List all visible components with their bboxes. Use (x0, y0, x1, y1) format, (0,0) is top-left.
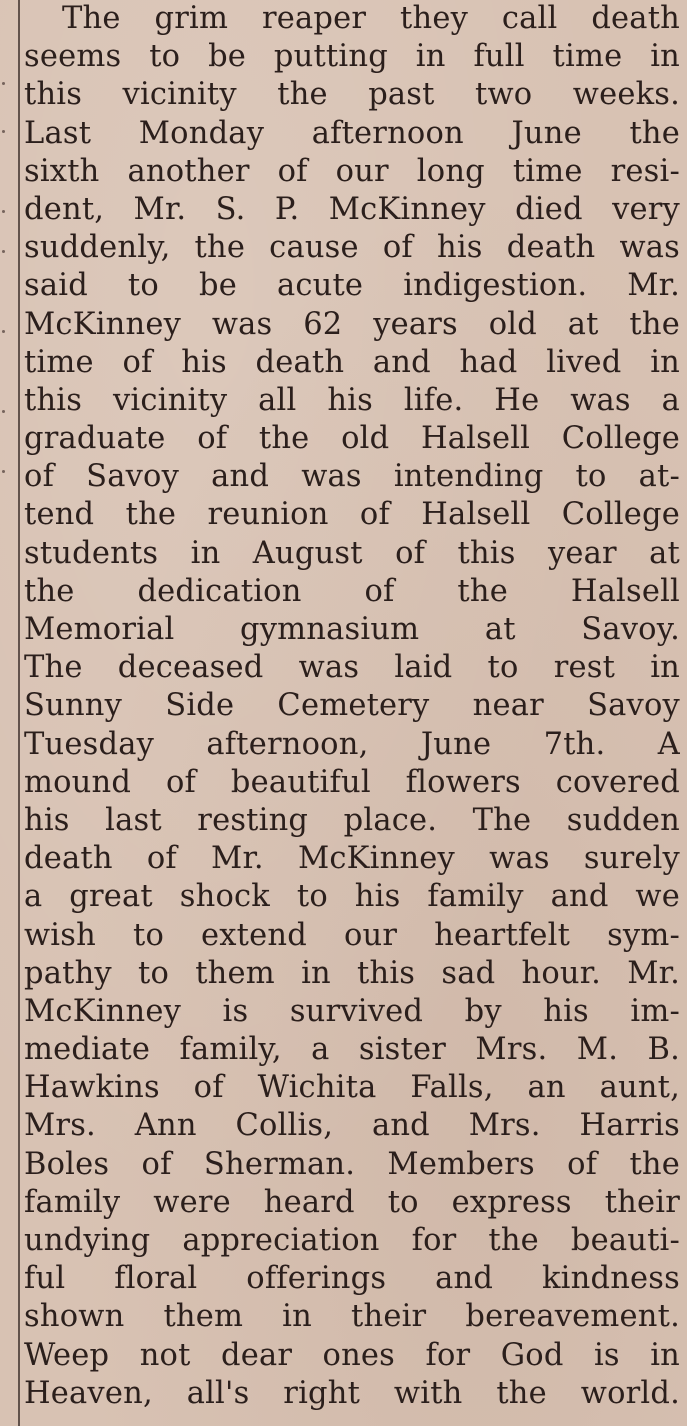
article-line: dent, Mr. S. P. McKinney died very (24, 191, 680, 227)
article-line: a great shock to his family and we (24, 879, 680, 915)
article-line: mediate family, a sister Mrs. M. B. (24, 1032, 680, 1068)
article-line: Sunny Side Cemetery near Savoy (24, 688, 680, 724)
article-line: of Savoy and was intending to at- (24, 459, 680, 495)
article-line: ful floral offerings and kindness (24, 1261, 680, 1297)
article-line: McKinney is survived by his im- (24, 993, 680, 1029)
left-margin-marks (0, 0, 16, 1426)
column-rule (18, 0, 20, 1426)
article-line: family were heard to express their (24, 1184, 680, 1220)
article-line: Hawkins of Wichita Falls, an aunt, (24, 1070, 680, 1106)
margin-dot (2, 250, 5, 253)
article-line: tend the reunion of Halsell College (24, 497, 680, 533)
article-line: said to be acute indigestion. Mr. (24, 268, 680, 304)
article-line: Tuesday afternoon, June 7th. A (24, 726, 680, 762)
margin-dot (2, 330, 5, 333)
article-line: his last resting place. The sudden (24, 802, 680, 838)
article-line: undying appreciation for the beauti- (24, 1223, 680, 1258)
article-line: suddenly, the cause of his death was (24, 230, 680, 266)
article-line: wish to extend our heartfelt sym- (24, 917, 680, 953)
article-line: time of his death and had lived in (24, 344, 680, 380)
article-line: pathy to them in this sad hour. Mr. (24, 955, 680, 991)
article-line: McKinney was 62 years old at the (24, 306, 680, 342)
margin-dot (2, 210, 5, 213)
article-line: Memorial gymnasium at Savoy. (24, 612, 680, 647)
obituary-article (24, 0, 680, 1413)
article-line: graduate of the old Halsell College (24, 421, 680, 457)
article-line: The deceased was laid to rest in (24, 650, 680, 686)
margin-dot (2, 130, 5, 133)
article-line: this vicinity the past two weeks. (24, 77, 680, 113)
margin-dot (2, 82, 5, 85)
article-line: death of Mr. McKinney was surely (24, 841, 680, 877)
article-line: shown them in their bereavement. (24, 1299, 680, 1335)
article-line: mound of beautiful flowers covered (24, 764, 680, 800)
article-line: students in August of this year at (24, 535, 680, 571)
article-line: Last Monday afternoon June the (24, 115, 680, 151)
article-line: The grim reaper they call death (62, 1, 680, 36)
article-line: Heaven, all's right with the world. (24, 1375, 680, 1411)
margin-dot (2, 470, 5, 473)
article-line: Boles of Sherman. Members of the (24, 1146, 680, 1182)
article-line: Weep not dear ones for God is in (24, 1337, 680, 1373)
margin-dot (2, 410, 5, 413)
article-line: seems to be putting in full time in (24, 39, 680, 75)
article-line: the dedication of the Halsell (24, 573, 680, 609)
article-line: this vicinity all his life. He was a (24, 382, 680, 418)
article-line: sixth another of our long time resi- (24, 153, 680, 189)
article-line: Mrs. Ann Collis, and Mrs. Harris (24, 1108, 680, 1144)
